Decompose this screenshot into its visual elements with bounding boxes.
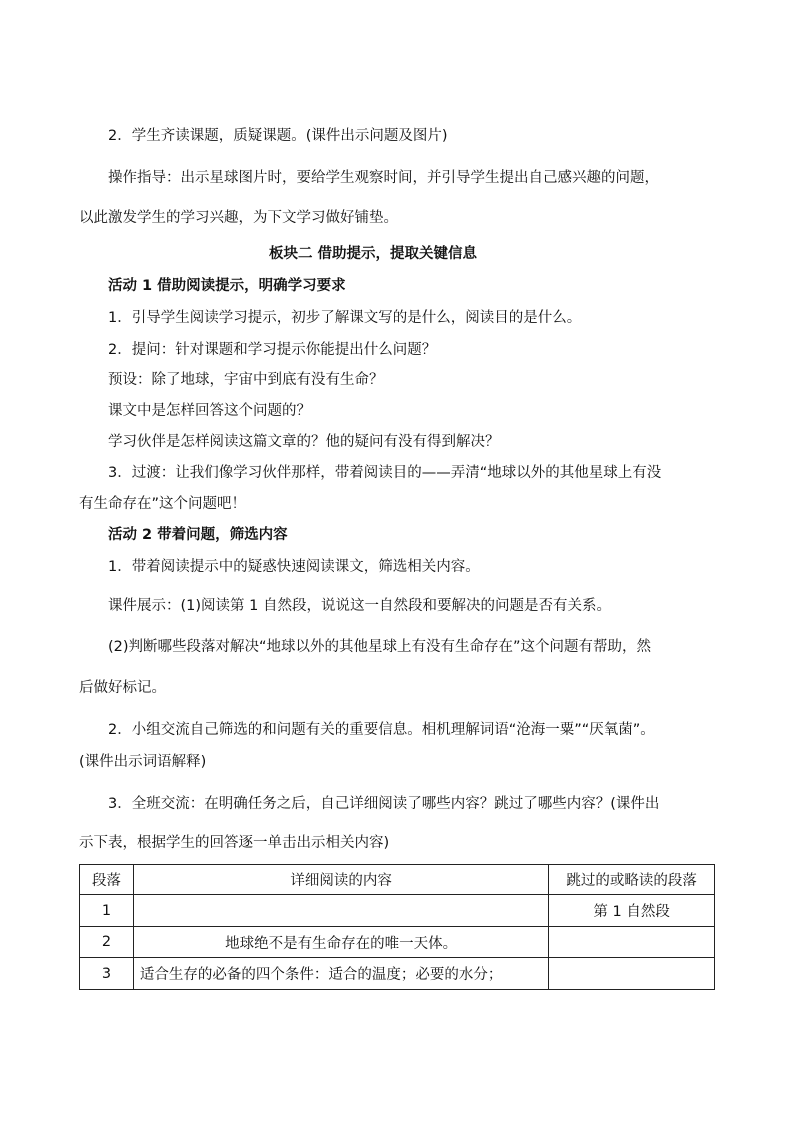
table-header: 跳过的或略读的段落 xyxy=(549,865,715,895)
activity2-courseware: 课件展示：(1)阅读第 1 自然段，说说这一自然段和要解决的问题是否有关系。 xyxy=(108,598,611,614)
activity1-preset: 预设：除了地球，宇宙中到底有没有生命？ xyxy=(108,372,384,388)
table-cell: 3 xyxy=(80,958,134,990)
table-row xyxy=(80,927,715,958)
paragraph-guidance-line1: 操作指导：出示星球图片时，要给学生观察时间，并引导学生提出自己感兴趣的问题， xyxy=(108,170,659,186)
table-cell: 地球绝不是有生命存在的唯一天体。 xyxy=(133,927,548,958)
table-cell: 适合生存的必备的四个条件：适合的温度；必要的水分； xyxy=(133,958,548,990)
activity2-title: 活动 2 带着问题，筛选内容 xyxy=(108,527,288,543)
activity1-question2: 学习伙伴是怎样阅读这篇文章的？他的疑问有没有得到解决？ xyxy=(108,434,500,450)
activity2-judge-line1: (2)判断哪些段落对解决“地球以外的其他星球上有没有生命存在”这个问题有帮助，然 xyxy=(108,639,652,655)
activity2-group-line2: (课件出示词语解释) xyxy=(79,754,207,770)
table-cell: 第 1 自然段 xyxy=(549,895,715,927)
activity2-class-line1: 3．全班交流：在明确任务之后，自己详细阅读了哪些内容？跳过了哪些内容？(课件出 xyxy=(108,796,660,812)
paragraph-guidance-line2: 以此激发学生的学习兴趣，为下文学习做好铺垫。 xyxy=(79,210,398,226)
table-header: 详细阅读的内容 xyxy=(133,865,548,895)
activity1-question1: 课文中是怎样回答这个问题的？ xyxy=(108,403,311,419)
table-header: 段落 xyxy=(80,865,134,895)
table-cell: 1 xyxy=(80,895,134,927)
activity1-step1: 1．引导学生阅读学习提示，初步了解课文写的是什么，阅读目的是什么。 xyxy=(108,310,582,326)
paragraph-read-title: 2．学生齐读课题，质疑课题。(课件出示问题及图片) xyxy=(108,128,448,144)
activity2-judge-line2: 后做好标记。 xyxy=(79,680,166,696)
activity2-group-line1: 2．小组交流自己筛选的和问题有关的重要信息。相机理解词语“沧海一粟”“厌氧菌”。 xyxy=(108,722,655,738)
table-cell: 2 xyxy=(80,927,134,958)
activity1-title: 活动 1 借助阅读提示，明确学习要求 xyxy=(108,278,346,294)
activity1-transition-line2: 有生命存在”这个问题吧！ xyxy=(79,496,247,512)
activity1-step2: 2．提问：针对课题和学习提示你能提出什么问题？ xyxy=(108,342,437,358)
paragraph-table xyxy=(79,864,715,990)
table-cell xyxy=(549,958,715,990)
table-cell xyxy=(549,927,715,958)
table-cell xyxy=(133,895,548,927)
table-row xyxy=(80,895,715,927)
section-title: 板块二 借助提示，提取关键信息 xyxy=(269,246,478,262)
table-row xyxy=(80,958,715,990)
activity2-step1: 1．带着阅读提示中的疑惑快速阅读课文，筛选相关内容。 xyxy=(108,559,480,575)
activity2-class-line2: 示下表，根据学生的回答逐一单击出示相关内容) xyxy=(79,835,390,851)
activity1-transition-line1: 3．过渡：让我们像学习伙伴那样，带着阅读目的——弄清“地球以外的其他星球上有没 xyxy=(108,465,662,481)
table-header-row xyxy=(80,865,715,895)
